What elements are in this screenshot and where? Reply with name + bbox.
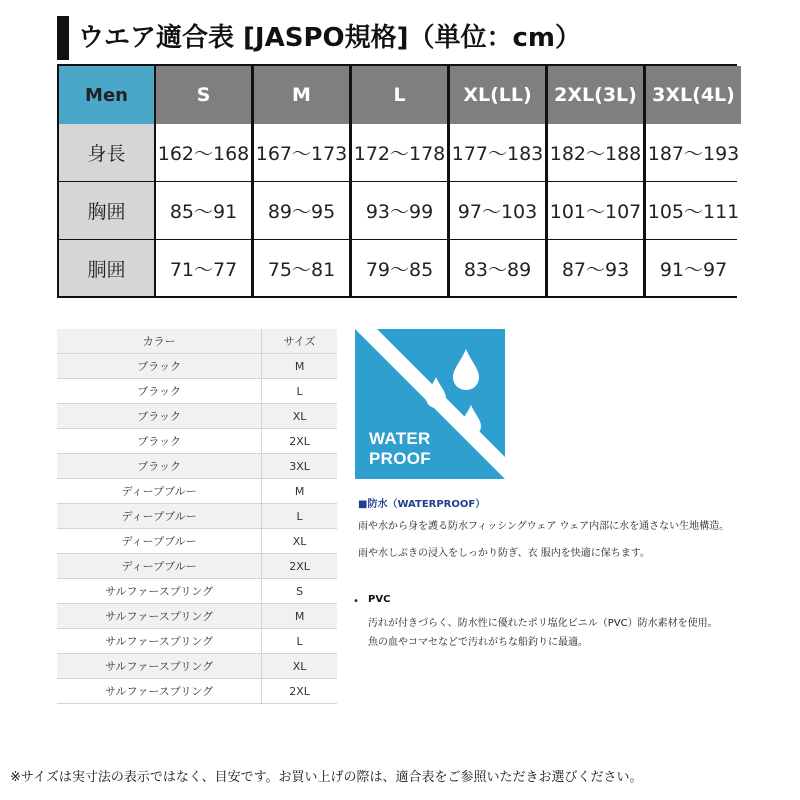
size-value-r2-c5: 101〜107	[548, 182, 643, 239]
size-chart-table	[57, 64, 740, 298]
product-row	[57, 379, 337, 404]
product-variant-table	[57, 329, 337, 704]
size-header-2: M	[254, 66, 349, 124]
product-size: M	[262, 604, 337, 629]
product-row	[57, 604, 337, 629]
waterproof-heading: ■防水（WATERPROOF）	[358, 499, 486, 510]
product-row	[57, 579, 337, 604]
badge-line-proof: PROOF	[369, 449, 431, 468]
size-header-5: 2XL(3L)	[548, 66, 643, 124]
table-corner-men: Men	[59, 66, 154, 124]
product-color: ブラック	[57, 404, 262, 429]
pvc-heading: PVC	[368, 594, 391, 605]
page-title: ウエア適合表 [JASPO規格]（単位：cm）	[78, 23, 582, 53]
pvc-bullet: •	[353, 596, 359, 607]
pvc-description-2: 魚の血やコマセなどで汚れがちな船釣りに最適。	[368, 637, 588, 648]
size-value-r1-c6: 187〜193	[646, 124, 741, 181]
size-header-3: L	[352, 66, 447, 124]
product-size: XL	[262, 529, 337, 554]
size-value-r1-c3: 172〜178	[352, 124, 447, 181]
product-row	[57, 654, 337, 679]
product-row	[57, 404, 337, 429]
product-size: L	[262, 629, 337, 654]
product-size: XL	[262, 654, 337, 679]
product-row	[57, 504, 337, 529]
product-color: ブラック	[57, 354, 262, 379]
product-row	[57, 454, 337, 479]
product-color: サルファースプリング	[57, 629, 262, 654]
size-disclaimer-note: ※サイズは実寸法の表示ではなく、目安です。お買い上げの際は、適合表をご参照いただきお選びください。	[10, 770, 643, 785]
product-color: ディープブルー	[57, 479, 262, 504]
size-value-r2-c6: 105〜111	[646, 182, 741, 239]
badge-line-water: WATER	[369, 429, 431, 448]
size-value-r1-c5: 182〜188	[548, 124, 643, 181]
product-color: サルファースプリング	[57, 679, 262, 704]
waterproof-description-1: 雨や水から身を護る防水フィッシングウェア ウェア内部に水を通さない生地構造。	[358, 521, 730, 532]
product-color: ブラック	[57, 454, 262, 479]
product-color: ディープブルー	[57, 554, 262, 579]
product-color: サルファースプリング	[57, 604, 262, 629]
product-color: サルファースプリング	[57, 579, 262, 604]
size-header-4: XL(LL)	[450, 66, 545, 124]
size-value-r3-c6: 91〜97	[646, 240, 741, 296]
product-size: S	[262, 579, 337, 604]
size-value-r3-c4: 83〜89	[450, 240, 545, 296]
size-value-r3-c2: 75〜81	[254, 240, 349, 296]
product-size: 3XL	[262, 454, 337, 479]
product-row	[57, 679, 337, 704]
product-size: 2XL	[262, 429, 337, 454]
size-value-r1-c1: 162〜168	[156, 124, 251, 181]
size-value-r2-c4: 97〜103	[450, 182, 545, 239]
size-value-r2-c3: 93〜99	[352, 182, 447, 239]
size-header-1: S	[156, 66, 251, 124]
product-size: L	[262, 379, 337, 404]
size-value-r3-c3: 79〜85	[352, 240, 447, 296]
size-value-r1-c4: 177〜183	[450, 124, 545, 181]
product-color: ディープブルー	[57, 529, 262, 554]
waterproof-badge	[355, 329, 505, 479]
waterproof-description-2: 雨や水しぶきの浸入をしっかり防ぎ、衣 服内を快適に保ちます。	[358, 548, 650, 559]
product-row	[57, 354, 337, 379]
pvc-description-1: 汚れが付きづらく、防水性に優れたポリ塩化ビニル（PVC）防水素材を使用。	[368, 618, 718, 629]
size-value-r2-c2: 89〜95	[254, 182, 349, 239]
product-size: 2XL	[262, 554, 337, 579]
row-label-2: 胸囲	[59, 182, 154, 239]
product-row	[57, 479, 337, 504]
product-color: サルファースプリング	[57, 654, 262, 679]
product-size: M	[262, 354, 337, 379]
color-column-header: カラー	[57, 329, 262, 354]
product-size: M	[262, 479, 337, 504]
size-value-r3-c1: 71〜77	[156, 240, 251, 296]
product-size: L	[262, 504, 337, 529]
size-header-6: 3XL(4L)	[646, 66, 741, 124]
size-value-r3-c5: 87〜93	[548, 240, 643, 296]
row-label-3: 胴囲	[59, 240, 154, 296]
size-value-r1-c2: 167〜173	[254, 124, 349, 181]
product-row	[57, 554, 337, 579]
product-color: ブラック	[57, 379, 262, 404]
product-size: XL	[262, 404, 337, 429]
product-table-header	[57, 329, 337, 354]
product-size: 2XL	[262, 679, 337, 704]
size-value-r2-c1: 85〜91	[156, 182, 251, 239]
product-row	[57, 629, 337, 654]
product-color: ディープブルー	[57, 504, 262, 529]
product-row	[57, 429, 337, 454]
product-color: ブラック	[57, 429, 262, 454]
title-accent-bar	[57, 16, 69, 60]
size-column-header: サイズ	[262, 329, 337, 354]
row-label-1: 身長	[59, 124, 154, 181]
product-row	[57, 529, 337, 554]
